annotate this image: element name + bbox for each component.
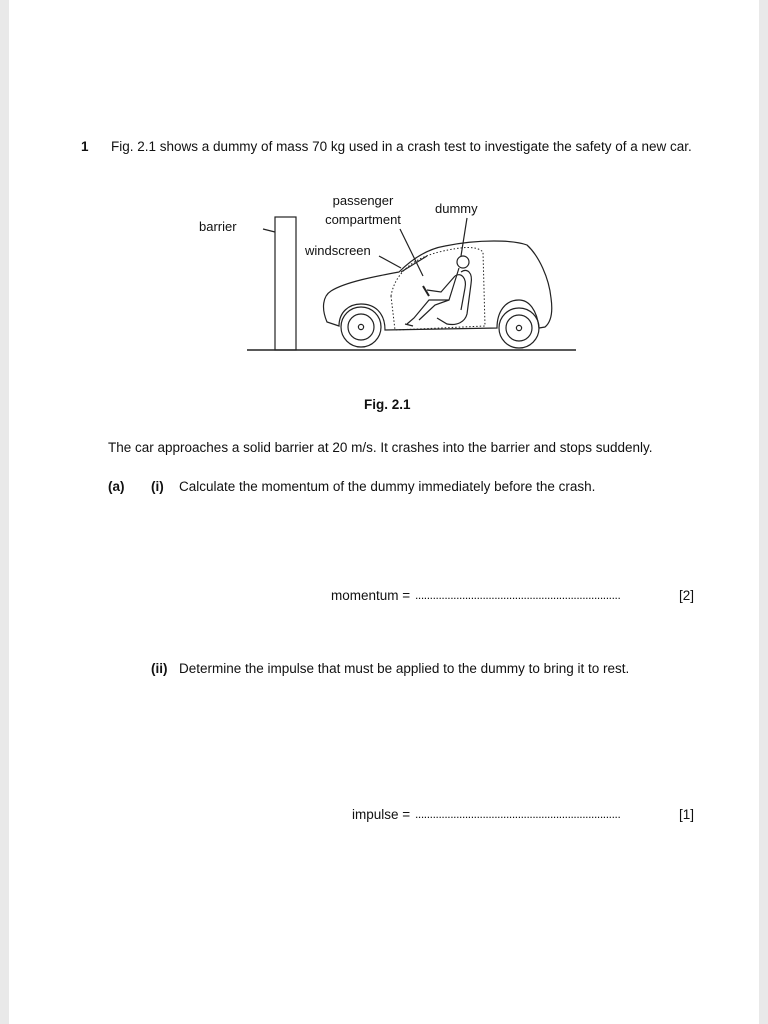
momentum-answer-line[interactable]: ...................................................................... — [415, 588, 621, 602]
dummy-leader — [461, 218, 467, 256]
part-a-ii-text: Determine the impulse that must be applied to the dummy to bring it to rest. — [179, 661, 630, 676]
question-number: 1 — [81, 139, 89, 154]
label-windscreen: windscreen — [305, 243, 371, 258]
exam-page — [9, 0, 759, 1024]
impulse-answer-line[interactable]: ...................................................................... — [415, 807, 621, 821]
question-stem: The car approaches a solid barrier at 20 m/s. It crashes into the barrier and stops suddenly. — [108, 440, 653, 455]
impulse-answer-label: impulse = — [352, 807, 411, 822]
dummy-head — [457, 256, 469, 268]
dummy-arm — [427, 276, 455, 292]
car-crash-diagram — [9, 0, 759, 1024]
seat — [437, 271, 471, 325]
front-wheel — [341, 307, 381, 347]
label-passenger-line2: compartment — [325, 212, 401, 227]
passenger-compartment-leader — [400, 229, 423, 276]
part-a-i-text: Calculate the momentum of the dummy immediately before the crash. — [179, 479, 596, 494]
part-a-label: (a) — [108, 479, 125, 494]
momentum-marks: [2] — [679, 588, 695, 603]
barrier-block — [275, 217, 296, 350]
momentum-answer-label: momentum = — [331, 588, 411, 603]
part-a-i-label: (i) — [151, 479, 164, 494]
part-a-ii-label: (ii) — [151, 661, 168, 676]
windscreen-leader — [379, 256, 401, 268]
question-intro: Fig. 2.1 shows a dummy of mass 70 kg used in a crash test to investigate the safety of a new car. — [111, 139, 692, 154]
label-passenger-line1: passenger — [332, 193, 394, 208]
dummy-body — [407, 268, 459, 324]
impulse-marks: [1] — [679, 807, 695, 822]
rear-wheel — [499, 308, 539, 348]
label-dummy: dummy — [435, 201, 478, 216]
figure-caption: Fig. 2.1 — [364, 397, 411, 412]
barrier-leader — [263, 229, 275, 232]
label-barrier: barrier — [199, 219, 237, 234]
